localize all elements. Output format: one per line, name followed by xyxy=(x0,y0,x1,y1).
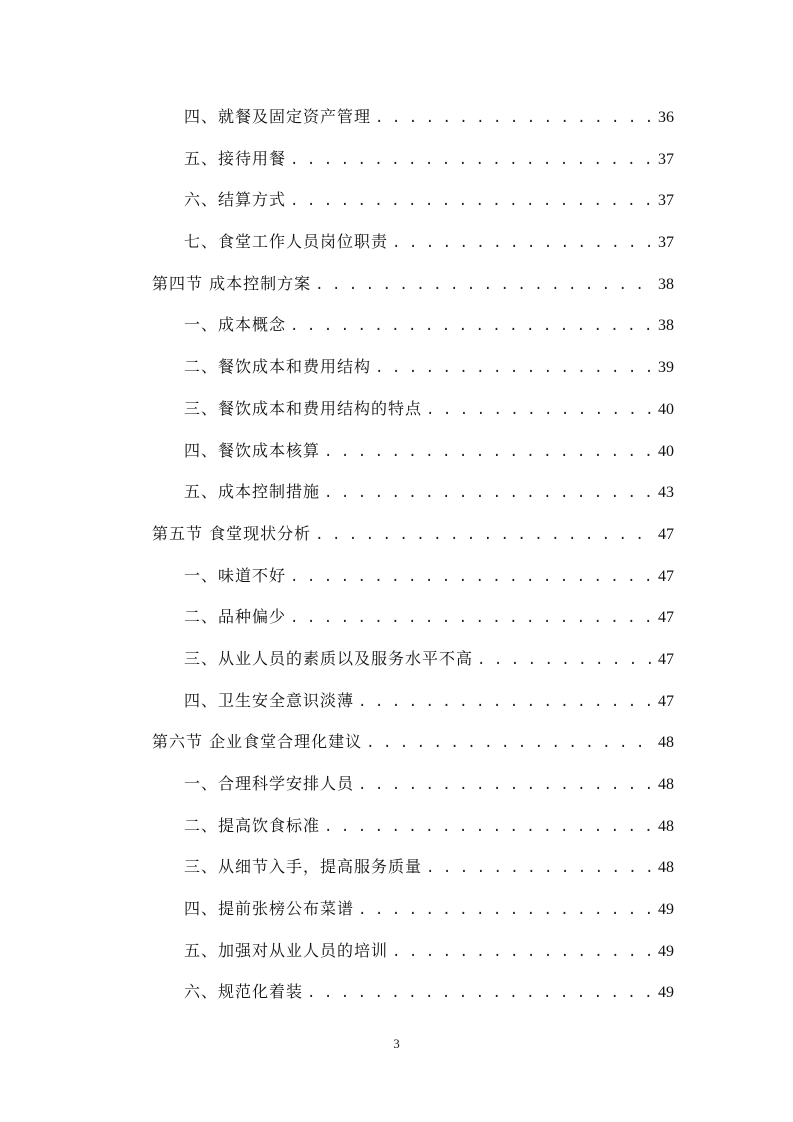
toc-subsection-entry[interactable] xyxy=(152,680,674,722)
toc-dot-leader xyxy=(366,723,652,765)
toc-subsection-entry[interactable] xyxy=(152,304,674,346)
toc-entry-title: 第五节 食堂现状分析 xyxy=(152,523,312,543)
table-of-contents xyxy=(152,96,674,1013)
toc-entry-page-number: 40 xyxy=(658,400,674,418)
toc-entry-page-number: 36 xyxy=(658,109,674,126)
toc-entry-title: 一、味道不好 xyxy=(184,565,287,585)
toc-entry-title: 四、就餐及固定资产管理 xyxy=(184,107,372,126)
toc-dot-leader xyxy=(315,265,652,307)
toc-dot-leader xyxy=(324,473,652,515)
toc-subsection-entry[interactable] xyxy=(152,763,674,805)
toc-entry-page-number: 43 xyxy=(658,484,674,502)
toc-entry-title: 七、食堂工作人员岗位职责 xyxy=(184,232,389,252)
toc-subsection-entry[interactable] xyxy=(152,138,674,180)
toc-entry-title: 五、加强对从业人员的培训 xyxy=(184,940,389,960)
toc-entry-page-number: 48 xyxy=(658,734,674,752)
toc-dot-leader xyxy=(375,348,652,390)
toc-subsection-entry[interactable] xyxy=(152,930,674,972)
toc-dot-leader xyxy=(358,765,652,807)
toc-subsection-entry[interactable] xyxy=(152,971,674,1013)
toc-section-entry[interactable] xyxy=(152,721,674,763)
toc-entry-title: 二、餐饮成本和费用结构 xyxy=(184,357,372,377)
toc-entry-page-number: 48 xyxy=(658,817,674,835)
toc-entry-title: 六、结算方式 xyxy=(184,190,287,210)
toc-entry-page-number: 39 xyxy=(658,359,674,377)
page-number: 3 xyxy=(393,1036,400,1051)
toc-section-entry[interactable] xyxy=(152,263,674,305)
toc-entry-title: 五、成本控制措施 xyxy=(184,482,321,502)
toc-dot-leader xyxy=(358,682,652,724)
toc-entry-title: 二、品种偏少 xyxy=(184,607,287,627)
toc-dot-leader xyxy=(426,390,652,432)
toc-subsection-entry[interactable] xyxy=(152,555,674,597)
toc-dot-leader xyxy=(375,98,652,140)
toc-dot-leader xyxy=(307,973,652,1015)
toc-entry-title: 三、从业人员的素质以及服务水平不高 xyxy=(184,648,474,668)
toc-entry-page-number: 47 xyxy=(658,692,674,710)
toc-subsection-entry[interactable] xyxy=(152,430,674,472)
toc-dot-leader xyxy=(290,181,652,223)
toc-subsection-entry[interactable] xyxy=(152,388,674,430)
toc-dot-leader xyxy=(290,306,652,348)
toc-entry-title: 二、提高饮食标准 xyxy=(184,815,321,835)
toc-dot-leader xyxy=(290,557,652,599)
toc-entry-page-number: 49 xyxy=(658,984,674,1002)
toc-entry-page-number: 47 xyxy=(658,609,674,627)
toc-subsection-entry[interactable] xyxy=(152,221,674,263)
toc-entry-page-number: 38 xyxy=(658,275,674,293)
toc-subsection-entry[interactable] xyxy=(152,846,674,888)
toc-dot-leader xyxy=(290,598,652,640)
toc-entry-title: 第四节 成本控制方案 xyxy=(152,273,312,293)
toc-subsection-entry[interactable] xyxy=(152,179,674,221)
toc-dot-leader xyxy=(392,932,652,974)
toc-dot-leader xyxy=(290,140,652,182)
toc-subsection-entry[interactable] xyxy=(152,805,674,847)
toc-entry-page-number: 48 xyxy=(658,776,674,793)
toc-entry-page-number: 49 xyxy=(658,901,674,919)
toc-entry-page-number: 47 xyxy=(658,650,674,668)
toc-entry-title: 第六节 企业食堂合理化建议 xyxy=(152,732,363,752)
toc-subsection-entry[interactable] xyxy=(152,346,674,388)
toc-entry-page-number: 48 xyxy=(658,859,674,877)
toc-subsection-entry[interactable] xyxy=(152,471,674,513)
toc-entry-page-number: 40 xyxy=(658,442,674,460)
toc-entry-page-number: 37 xyxy=(658,192,674,210)
toc-entry-page-number: 47 xyxy=(658,525,674,543)
toc-entry-title: 四、卫生安全意识淡薄 xyxy=(184,690,355,710)
toc-subsection-entry[interactable] xyxy=(152,888,674,930)
toc-dot-leader xyxy=(358,890,652,932)
toc-dot-leader xyxy=(315,515,652,557)
toc-dot-leader xyxy=(392,223,652,265)
toc-section-entry[interactable] xyxy=(152,513,674,555)
toc-entry-title: 六、规范化着装 xyxy=(184,982,304,1002)
toc-subsection-entry[interactable] xyxy=(152,96,674,138)
toc-dot-leader xyxy=(324,432,652,474)
toc-dot-leader xyxy=(477,640,652,682)
toc-entry-page-number: 37 xyxy=(658,234,674,252)
toc-dot-leader xyxy=(426,848,652,890)
toc-entry-title: 三、从细节入手，提高服务质量 xyxy=(184,857,423,877)
toc-entry-title: 三、餐饮成本和费用结构的特点 xyxy=(184,398,423,418)
toc-subsection-entry[interactable] xyxy=(152,638,674,680)
toc-entry-title: 一、成本概念 xyxy=(184,315,287,335)
toc-dot-leader xyxy=(324,807,652,849)
toc-subsection-entry[interactable] xyxy=(152,596,674,638)
toc-entry-title: 四、提前张榜公布菜谱 xyxy=(184,899,355,919)
toc-entry-page-number: 37 xyxy=(658,150,674,168)
toc-entry-page-number: 38 xyxy=(658,317,674,335)
toc-entry-page-number: 49 xyxy=(658,942,674,960)
toc-entry-title: 四、餐饮成本核算 xyxy=(184,440,321,460)
toc-entry-page-number: 47 xyxy=(658,567,674,585)
toc-entry-title: 一、合理科学安排人员 xyxy=(184,774,355,793)
toc-entry-title: 五、接待用餐 xyxy=(184,148,287,168)
